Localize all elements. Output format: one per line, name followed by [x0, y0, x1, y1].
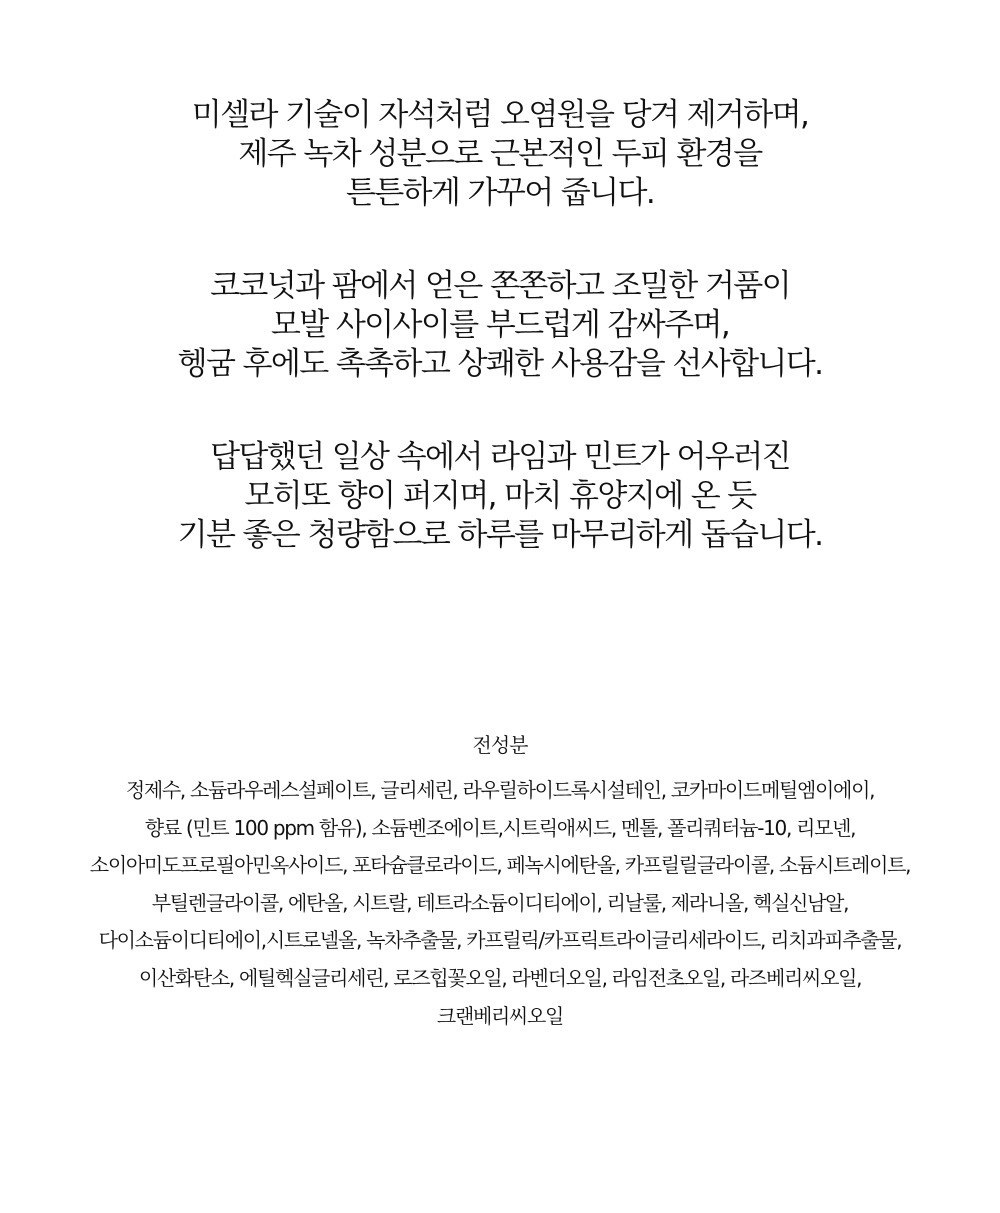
- intro-line: 헹굼 후에도 촉촉하고 상쾌한 사용감을 선사합니다.: [177, 346, 823, 382]
- intro-paragraph-scent: [0, 438, 1000, 555]
- intro-paragraph-foam: [0, 267, 1000, 384]
- intro-line: 답답했던 일상 속에서 라임과 민트가 어우러진: [210, 439, 790, 475]
- intro-line: 제주 녹차 성분으로 근본적인 두피 환경을: [238, 136, 762, 172]
- ingredients-title: 전성분: [472, 733, 528, 757]
- intro-line: 코코넛과 팜에서 얻은 쫀쫀하고 조밀한 거품이: [210, 268, 790, 304]
- ingredients-line: 부틸렌글라이콜, 에탄올, 시트랄, 테트라소듐이디티에이, 리날룰, 제라니올, 헥실신남알,: [151, 890, 849, 915]
- intro-line: 튼튼하게 가꾸어 줍니다.: [345, 175, 655, 211]
- ingredients-line: 크랜베리씨오일: [436, 1003, 564, 1028]
- ingredients-section: [0, 728, 1000, 1035]
- ingredients-line: 소이아미도프로필아민옥사이드, 포타슘클로라이드, 페녹시에탄올, 카프릴릴글라이콜, 소듐시트레이트,: [89, 853, 911, 878]
- ingredients-line: 정제수, 소듐라우레스설페이트, 글리세린, 라우릴하이드록시설테인, 코카마이드메틸엠이에이,: [125, 778, 875, 802]
- product-intro-copy: [0, 96, 1000, 609]
- ingredients-list: [0, 772, 1000, 1035]
- intro-line: 기분 좋은 청량함으로 하루를 마무리하게 돕습니다.: [177, 517, 823, 553]
- ingredients-line: 다이소듐이디티에이,시트로넬올, 녹차추출물, 카프릴릭/카프릭트라이글리세라이드, 리치과피추출물,: [98, 928, 902, 953]
- intro-line: 미셀라 기술이 자석처럼 오염원을 당겨 제거하며,: [191, 97, 809, 133]
- ingredients-line: 향료 (민트 100 ppm 함유), 소듐벤조에이트,시트릭애씨드, 멘톨, 폴리쿼터늄-10, 리모넨,: [144, 815, 856, 840]
- intro-paragraph-cleansing: [0, 96, 1000, 213]
- intro-line: 모히또 향이 퍼지며, 마치 휴양지에 온 듯: [244, 478, 756, 514]
- intro-line: 모발 사이사이를 부드럽게 감싸주며,: [270, 307, 730, 343]
- ingredients-line: 이산화탄소, 에틸헥실글리세린, 로즈힙꽃오일, 라벤더오일, 라임전초오일, 라즈베리씨오일,: [138, 965, 862, 990]
